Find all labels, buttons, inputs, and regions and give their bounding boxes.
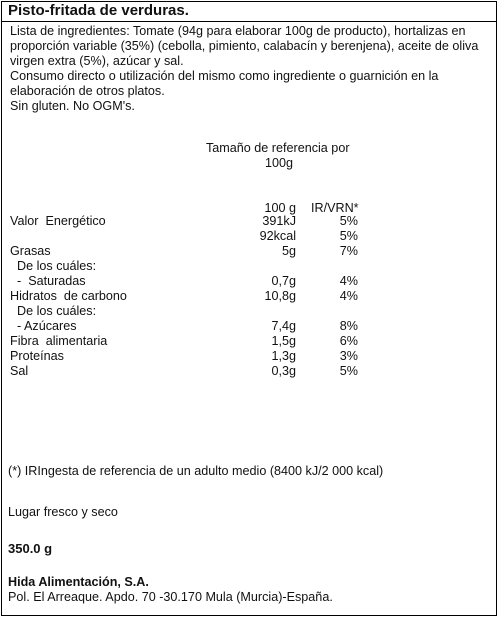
nutrition-label: Grasas <box>10 244 51 258</box>
nutrition-ir-percent: 4% <box>339 274 358 288</box>
nutrition-ir-percent: 5% <box>339 229 358 243</box>
nutrition-value: 391kJ <box>262 214 296 228</box>
ingredients-text: Lista de ingredientes: Tomate (94g para elaborar 100g de producto), hortalizas en proporción variable (35%) (cebolla, pimiento, calabacín y berenjena), aceite de oliva virgen extra (5%), azúcar y sal. <box>10 24 479 68</box>
nutrition-label: Valor Energético <box>10 214 106 228</box>
nutrition-ir-percent: 4% <box>339 289 358 303</box>
nutrition-label: De los cuáles: <box>10 259 97 273</box>
nutrition-value: 0,3g <box>271 364 296 378</box>
nutrition-ir-percent: 5% <box>339 214 358 228</box>
nutrition-value: 5g <box>281 244 296 258</box>
nutrition-ir-percent: 8% <box>339 319 358 333</box>
nutrition-value: 1,5g <box>271 334 296 348</box>
nutrition-ir-percent: 6% <box>339 334 358 348</box>
nutrition-label: Fibra alimentaria <box>10 334 108 348</box>
nutrition-label: - Azúcares <box>10 319 77 333</box>
nutrition-ir-percent: 3% <box>339 349 358 363</box>
nutrition-value: 1,3g <box>271 349 296 363</box>
storage-instructions: Lugar fresco y seco <box>8 505 118 519</box>
nutrition-label: De los cuáles: <box>10 304 97 318</box>
usage-text: Consumo directo o utilización del mismo como ingrediente o guarnición en la elaboración de otros platos. <box>10 69 439 98</box>
company-address: Pol. El Arreaque. Apdo. 70 -30.170 Mula (Murcia)-España. <box>8 590 333 604</box>
net-weight: 350.0 g <box>8 541 53 556</box>
nutrition-label: - Saturadas <box>10 274 86 288</box>
nutrition-label: Proteínas <box>10 349 64 363</box>
column-header-100g: 100 g <box>264 201 296 215</box>
nutrition-ir-percent: 5% <box>339 364 358 378</box>
column-header-irvrn: IR/VRN* <box>311 201 359 215</box>
nutrition-value: 10,8g <box>264 289 296 303</box>
nutrition-label: Sal <box>10 364 29 378</box>
nutrition-value: 92kcal <box>259 229 296 243</box>
title-divider <box>1 21 497 22</box>
allergen-text: Sin gluten. No OGM's. <box>10 99 135 113</box>
company-name: Hida Alimentación, S.A. <box>8 575 149 589</box>
product-title: Pisto-fritada de verduras. <box>8 2 189 19</box>
reference-header-line1: Tamaño de referencia por <box>206 141 350 155</box>
nutrition-value: 0,7g <box>271 274 296 288</box>
nutrition-label: Hidratos de carbono <box>10 289 127 303</box>
nutrition-ir-percent: 7% <box>339 244 358 258</box>
reference-header-line2: 100g <box>265 156 294 170</box>
footnote: (*) IRIngesta de referencia de un adulto medio (8400 kJ/2 000 kcal) <box>8 464 384 478</box>
nutrition-value: 7,4g <box>271 319 296 333</box>
